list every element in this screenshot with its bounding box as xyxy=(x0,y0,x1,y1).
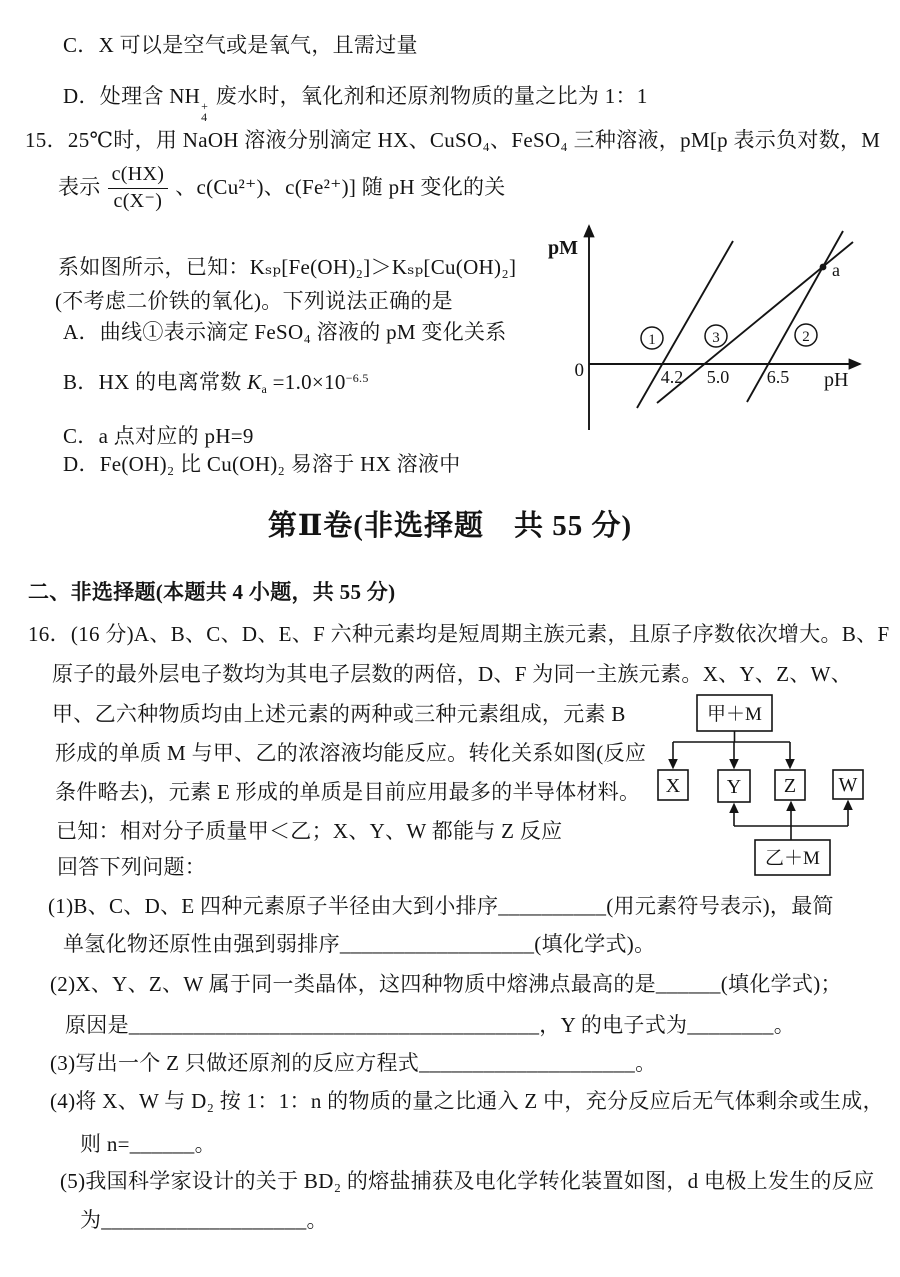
box-X-label: X xyxy=(665,775,681,797)
point-a-dot xyxy=(820,264,827,271)
q15-option-d: D．Fe(OH)₂ 比 Cu(OH)₂ 易溶于 HX 溶液中 xyxy=(63,452,461,476)
q15-option-a: A．曲线①表示滴定 FeSO₄ 溶液的 pM 变化关系 xyxy=(63,320,507,344)
q16-line-5: 条件略去)，元素 E 形成的单质是目前应用最多的半导体材料。 xyxy=(55,780,641,804)
q16-line-6: 已知：相对分子质量甲＜乙；X、Y、W 都能与 Z 反应 xyxy=(56,819,563,843)
curve-2-badge xyxy=(795,324,817,346)
tick-5.0: 5.0 xyxy=(706,367,730,387)
x-axis-label: pH xyxy=(824,369,849,391)
bottom-branch-line xyxy=(734,826,848,840)
q16-sub5-line1: (5)我国科学家设计的关于 BD₂ 的熔盐捕获及电化学转化装置如图，d 电极上发生的反应 xyxy=(60,1169,875,1193)
q16-sub5-line2: 为___________________。 xyxy=(80,1208,328,1232)
q16-line-1: 16．(16 分)A、B、C、D、E、F 六种元素均是短周期主族元素，且原子序数依次增大。B、F xyxy=(28,622,890,646)
q16-sub1-line2: 单氢化物还原性由强到弱排序__________________(填化学式)。 xyxy=(63,932,656,956)
section-2-heading: 二、非选择题(本题共 4 小题，共 55 分) xyxy=(28,580,396,604)
svg-text:3: 3 xyxy=(712,330,720,346)
svg-text:1: 1 xyxy=(648,332,656,348)
section-2-title: 第Ⅱ卷(非选择题 共 55 分) xyxy=(267,510,633,542)
box-W-label: W xyxy=(838,774,858,796)
tick-6.5: 6.5 xyxy=(766,367,790,387)
box-Y-label: Y xyxy=(726,776,742,798)
box-jia-plus-M-label: 甲＋M xyxy=(707,704,762,725)
tick-4.2: 4.2 xyxy=(660,367,684,387)
q16-line-7: 回答下列问题： xyxy=(57,855,207,879)
q15-stem-fraction-line: 表示 $\frac{c(HX)}{c(X^-)}$ 、c(Cu²⁺)、c(Fe²⁺)] 随 pH 变化的关 xyxy=(58,163,506,212)
fraction-cHX-over-cX: $\frac{c(HX)}{c(X^-)}$ xyxy=(108,163,169,213)
q16-sub4-line1: (4)将 X、W 与 D₂ 按 1：1：n 的物质的量之比通入 Z 中，充分反应后无气体剩余或生成， xyxy=(50,1089,884,1113)
q15-stem-line4: (不考虑二价铁的氧化)。下列说法正确的是 xyxy=(55,289,453,313)
svg-text:2: 2 xyxy=(802,329,810,345)
q16-sub2-line1: (2)X、Y、Z、W 属于同一类晶体，这四种物质中熔沸点最高的是______(填化学式)； xyxy=(50,972,842,996)
point-a-label: a xyxy=(832,260,840,280)
q16-transformation-diagram xyxy=(648,692,876,884)
q16-line-3: 甲、乙六种物质均由上述元素的两种或三种元素组成，元素 B xyxy=(52,702,626,726)
Ka-symbol: K xyxy=(247,370,262,394)
q15-option-c: C．a 点对应的 pH=9 xyxy=(63,424,254,448)
q15-option-b: B．HX 的电离常数 $K_a =1.0\times 10^{-6.5}$ xyxy=(63,370,369,396)
curve-3-badge xyxy=(705,325,727,347)
curve-1-badge xyxy=(641,327,663,349)
origin-label: 0 xyxy=(574,360,584,381)
top-branch-line xyxy=(673,731,790,742)
q16-sub4-line2: 则 n=______。 xyxy=(80,1132,216,1156)
q16-sub2-line2: 原因是______________________________________，Y 的电子式为________。 xyxy=(65,1013,796,1037)
q16-sub3: (3)写出一个 Z 只做还原剂的反应方程式____________________。 xyxy=(50,1051,657,1075)
q15-titration-graph xyxy=(540,216,880,432)
q14-option-c: C．X 可以是空气或是氧气，且需过量 xyxy=(63,33,418,57)
q16-sub1-line1: (1)B、C、D、E 四种元素原子半径由大到小排序__________(用元素符号表示)，最简 xyxy=(48,894,834,918)
box-Z-label: Z xyxy=(783,775,797,797)
box-yi-plus-M-label: 乙＋M xyxy=(765,848,820,869)
q16-line-2: 原子的最外层电子数均为其电子层数的两倍，D、F 为同一主族元素。X、Y、Z、W、 xyxy=(52,662,853,686)
q15-stem-line1: 15．25℃时，用 NaOH 溶液分别滴定 HX、CuSO₄、FeSO₄ 三种溶液，pM[p 表示负对数，M xyxy=(25,128,881,152)
q16-line-4: 形成的单质 M 与甲、乙的浓溶液均能反应。转化关系如图(反应 xyxy=(55,741,647,765)
q14-option-d: D．处理含 NH + 4 废水时，氧化剂和还原剂物质的量之比为 1：1 xyxy=(63,84,648,124)
q15-stem-line3: 系如图所示，已知：Kₛₚ[Fe(OH)₂]＞Kₛₚ[Cu(OH)₂] xyxy=(58,255,517,279)
nh4-charge-stack: + 4 xyxy=(201,99,209,124)
y-axis-label: pM xyxy=(548,237,578,259)
